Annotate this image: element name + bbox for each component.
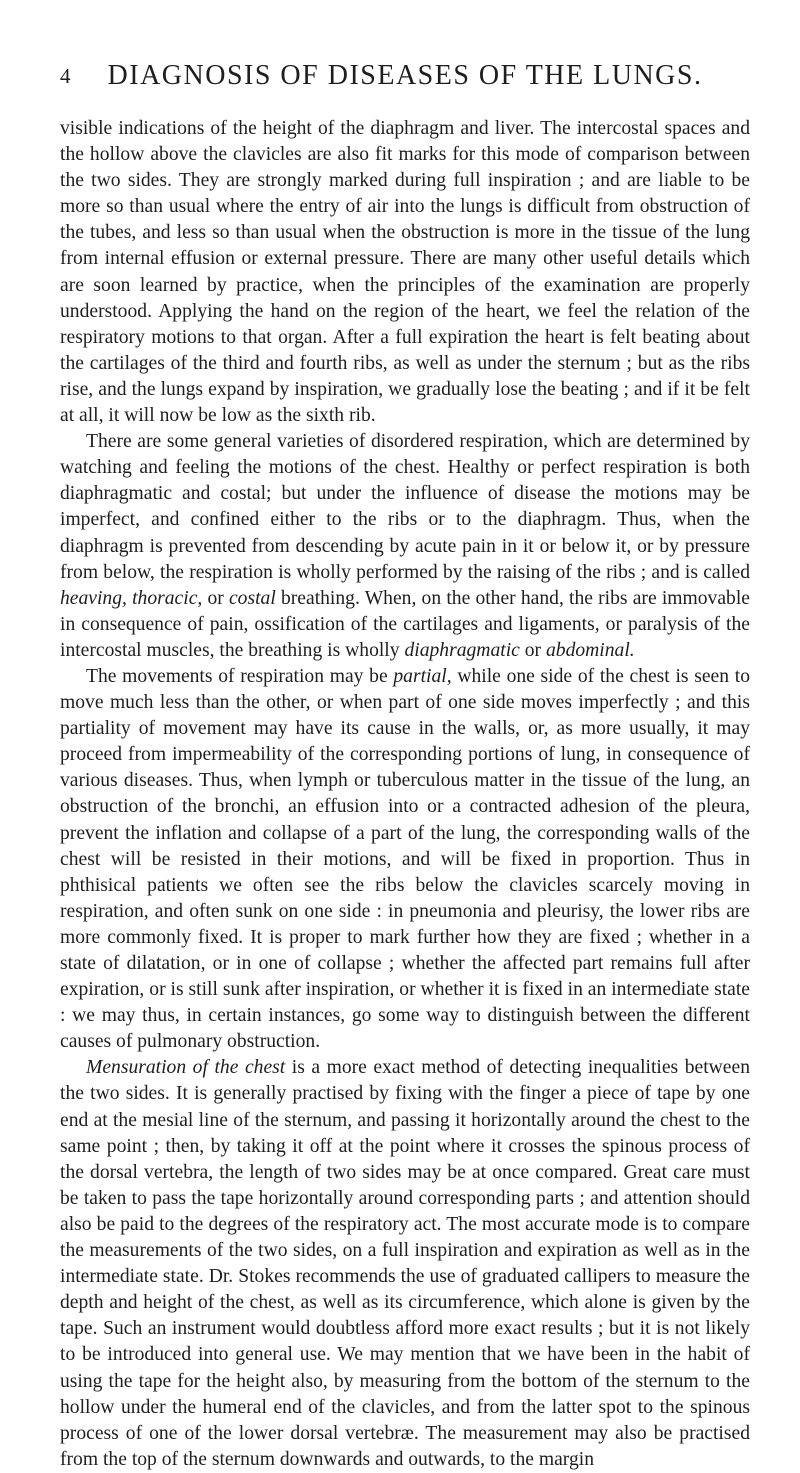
italic-text-run: heaving, thoracic, bbox=[60, 587, 203, 609]
text-run: while one side of the chest is seen to move much less than the other, or when part of one side moves imperfectly ; and this partiality of movement may have its cause in the walls, or, as more usually, it may proceed from impermeability of the corresponding portions of lung, in consequence of various diseases. Thus, when lymph or tuberculous matter in the tissue of the lung, an obstruction of the bronchi, an effusion into or a contracted adhesion of the pleura, prevent the inflation and collapse of a part of the lung, the corresponding walls of the chest will be resisted in their motions, and will be fixed in proportion. Thus in phthisical patients we often see the ribs below the clavicles scarcely moving in respiration, and often sunk on one side : in pneumonia and pleurisy, the lower ribs are more commonly fixed. It is proper to mark further how they are fixed ; whether in a state of dilatation, or in one of collapse ; whether the affected part remains full after expiration, or is still sunk after inspiration, or whether it is fixed in an intermediate state : we may thus, in certain instances, go some way to distinguish between the different causes of pulmonary obstruction. bbox=[60, 665, 750, 1053]
text-run: is a more exact method of detecting inequalities between the two sides. It is generally practised by fixing with the finger a piece of tape by one end at the mesial line of the sternum, and passing it horizontally around the chest to the same point ; then, by taking it off at the point where it crosses the spinous process of the dorsal vertebra, the length of two sides may be at once compared. Great care must be taken to pass the tape horizontally around corresponding parts ; and attention should also be paid to the degrees of the respiratory act. The most accurate mode is to compare the measurements of the two sides, on a full inspiration and expiration as well as in the intermediate state. Dr. Stokes recommends the use of graduated callipers to measure the depth and height of the chest, as well as its circumference, which alone is given by the tape. Such an instrument would doubtless afford more exact results ; but it is not likely to be introduced into general use. We may mention that we have been in the habit of using the tape for the height also, by measuring from the bottom of the sternum to the hollow under the humeral end of the clavicles, and from the latter spot to the spinous process of one of the lower dorsal vertebræ. The measurement may also be practised from the top of the sternum downwards and outwards, to the margin bbox=[60, 1057, 750, 1470]
italic-text-run: diaphragmatic bbox=[404, 639, 520, 661]
paragraph-3 bbox=[60, 664, 750, 1055]
running-head: DIAGNOSIS OF DISEASES OF THE LUNGS. bbox=[107, 60, 703, 91]
italic-text-run: Mensuration of the chest bbox=[86, 1057, 286, 1079]
text-run: The movements of respiration may be bbox=[86, 665, 394, 687]
page-number: 4 bbox=[60, 64, 71, 88]
body-text bbox=[60, 116, 750, 1473]
paragraph-2 bbox=[60, 429, 750, 664]
text-run: or bbox=[202, 587, 229, 609]
italic-text-run: abdominal. bbox=[545, 639, 635, 661]
text-run: visible indications of the height of the diaphragm and liver. The intercostal spaces and the hollow above the clavicles are also fit marks for this mode of comparison between the two sides. They are strongly marked during full inspiration ; and are liable to be more so than usual where the entry of air into the lungs is difficult from obstruction of the tubes, and less so than usual when the obstruction is more in the tissue of the lung from internal effusion or external pressure. There are many other useful details which are soon learned by practice, when the principles of the examination are properly understood. Applying the hand on the region of the heart, we feel the relation of the respiratory motions to that organ. After a full expiration the heart is felt beating about the cartilages of the third and fourth ribs, as well as under the sternum ; but as the ribs rise, and the lungs expand by inspiration, we gradually lose the beating ; and if it be felt at all, it will now be low as the sixth rib. bbox=[60, 118, 750, 427]
italic-text-run: partial, bbox=[393, 665, 452, 687]
paragraph-1 bbox=[60, 116, 750, 429]
text-run: breathing. When, on the other hand, the ribs are immovable in consequence of pain, ossification of the cartilages and ligaments, or paralysis of the intercostal muscles, the breathing is wholly bbox=[60, 587, 750, 661]
text-run: There are some general varieties of disordered respiration, which are determined by watching and feeling the motions of the chest. Healthy or perfect respiration is both diaphragmatic and costal; but under the influence of disease the motions may be imperfect, and confined either to the ribs or to the diaphragm. Thus, when the diaphragm is prevented from descending by acute pain in it or below it, or by pressure from below, the respiration is wholly performed by the raising of the ribs ; and is called bbox=[60, 431, 750, 583]
paragraph-4 bbox=[60, 1055, 750, 1473]
italic-text-run: costal bbox=[228, 587, 276, 609]
page-header bbox=[60, 60, 750, 96]
text-run: or bbox=[519, 639, 546, 661]
